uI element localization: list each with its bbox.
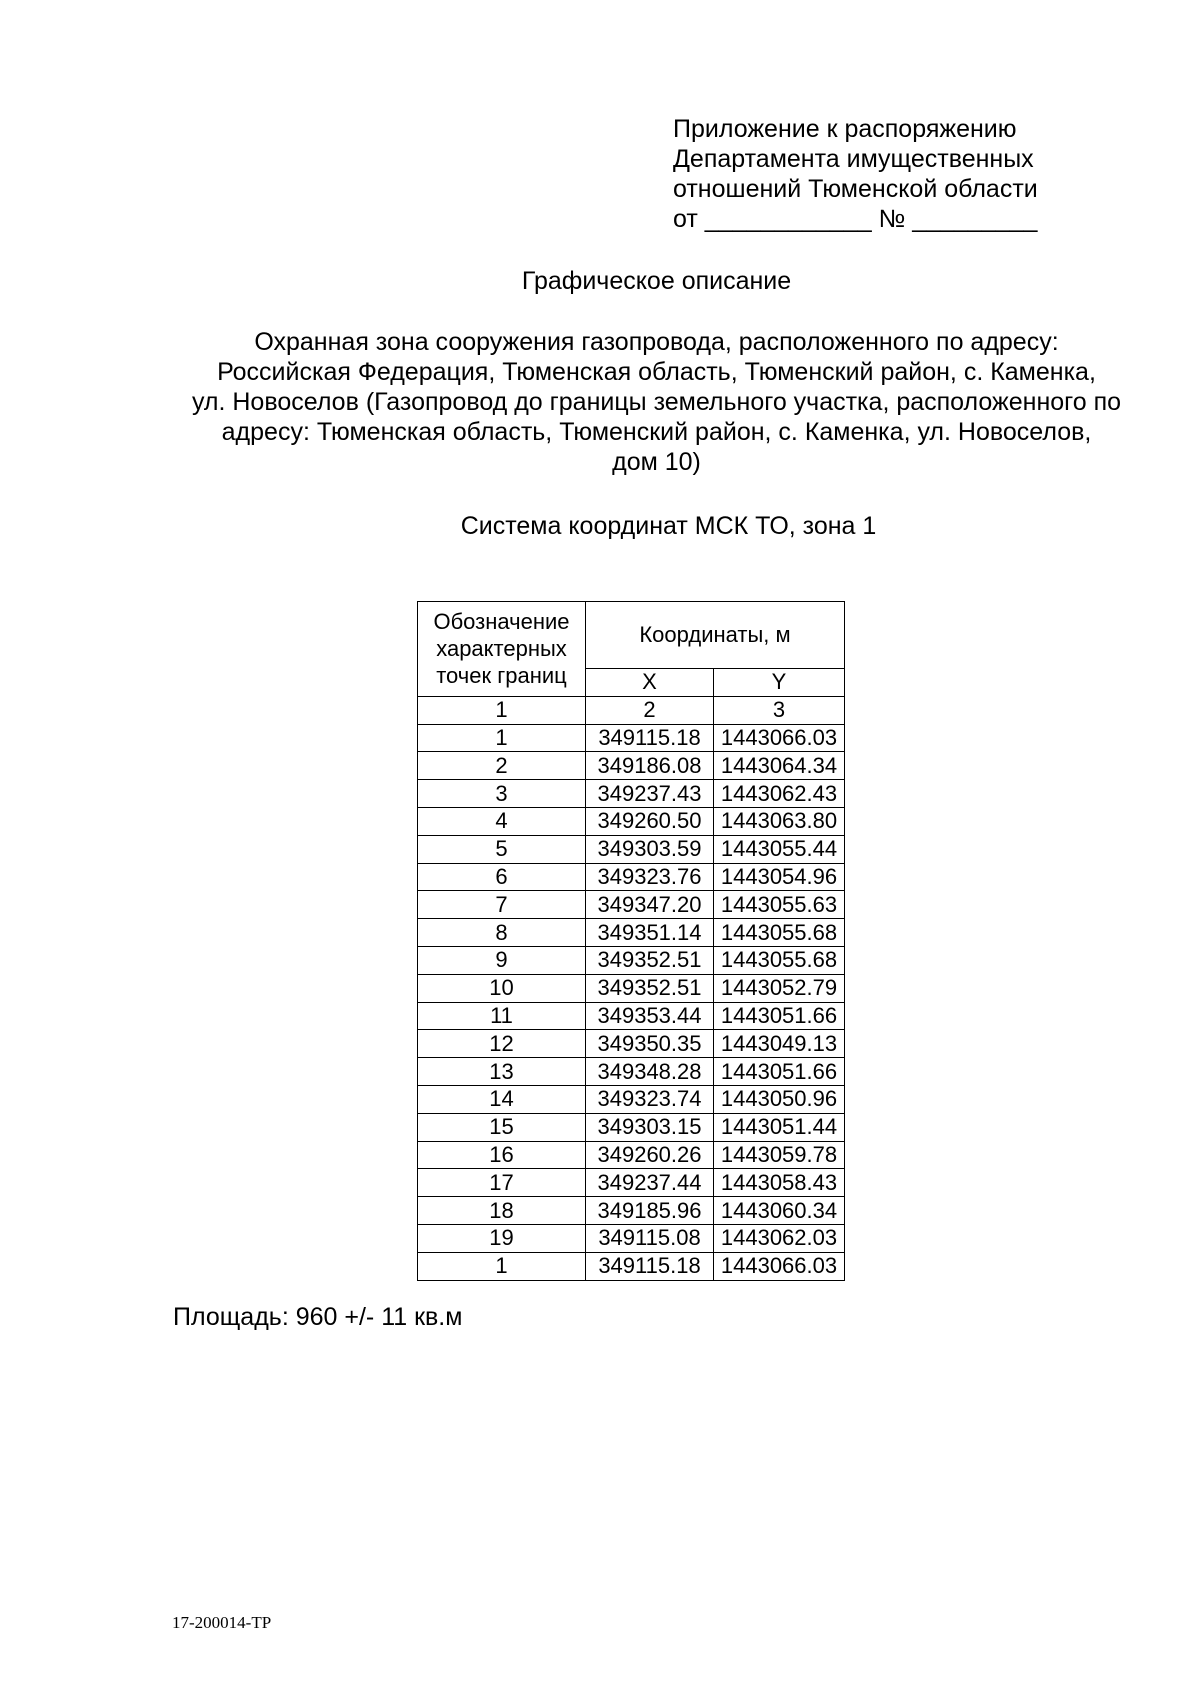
annex-line: отношений Тюменской области [673,175,1038,203]
point-number-cell: 14 [418,1085,586,1113]
x-coordinate-cell: 349260.50 [586,807,714,835]
table-header-row [418,602,845,669]
table-row [418,946,845,974]
table-row [418,1141,845,1169]
x-coordinate-cell: 349115.08 [586,1224,714,1252]
footer-document-code: 17-200014-ТР [172,1613,272,1632]
annex-line: Приложение к распоряжению [673,115,1017,143]
y-coordinate-cell: 1443064.34 [714,752,845,780]
object-description-line: дом 10) [612,448,701,476]
point-number-cell: 16 [418,1141,586,1169]
point-number-cell: 19 [418,1224,586,1252]
point-number-cell: 8 [418,919,586,947]
y-coordinate-cell: 1443058.43 [714,1169,845,1197]
area-text: Площадь: 960 +/- 11 кв.м [173,1303,463,1331]
annex-line: Департамента имущественных [673,145,1034,173]
table-row [418,752,845,780]
y-coordinate-cell: 1443059.78 [714,1141,845,1169]
point-number-cell: 1 [418,724,586,752]
column-number-row [418,696,845,724]
x-coordinate-cell: 349115.18 [586,724,714,752]
y-coordinate-cell: 1443050.96 [714,1085,845,1113]
x-coordinate-cell: 349348.28 [586,1058,714,1086]
header-y: Y [714,669,845,697]
x-coordinate-cell: 349185.96 [586,1197,714,1225]
y-coordinate-cell: 1443063.80 [714,807,845,835]
point-number-cell: 5 [418,835,586,863]
header-point-line: характерных [436,636,567,662]
x-coordinate-cell: 349186.08 [586,752,714,780]
table-row [418,891,845,919]
x-coordinate-cell: 349352.51 [586,974,714,1002]
table-row [418,1197,845,1225]
point-number-cell: 9 [418,946,586,974]
object-description-line: ул. Новоселов (Газопровод до границы земельного участка, расположенного по [191,388,1122,416]
point-number-cell: 6 [418,863,586,891]
header-point-line: Обозначение [433,609,570,635]
column-number-cell: 2 [586,696,714,724]
document-title: Графическое описание [521,267,792,295]
table-row [418,1169,845,1197]
point-number-cell: 10 [418,974,586,1002]
point-number-cell: 11 [418,1002,586,1030]
object-description-line: адресу: Тюменская область, Тюменский район, с. Каменка, ул. Новоселов, [221,418,1092,446]
header-x: X [586,669,714,697]
table-row [418,835,845,863]
table-row [418,1002,845,1030]
y-coordinate-cell: 1443052.79 [714,974,845,1002]
point-number-cell: 13 [418,1058,586,1086]
header-point-designation [418,602,586,697]
y-coordinate-cell: 1443066.03 [714,1252,845,1280]
point-number-cell: 7 [418,891,586,919]
y-coordinate-cell: 1443051.66 [714,1058,845,1086]
y-coordinate-cell: 1443060.34 [714,1197,845,1225]
y-coordinate-cell: 1443066.03 [714,724,845,752]
table-row [418,1030,845,1058]
table-row [418,919,845,947]
y-coordinate-cell: 1443051.66 [714,1002,845,1030]
x-coordinate-cell: 349323.76 [586,863,714,891]
column-number-cell: 1 [418,696,586,724]
table-row [418,1113,845,1141]
y-coordinate-cell: 1443055.44 [714,835,845,863]
x-coordinate-cell: 349351.14 [586,919,714,947]
y-coordinate-cell: 1443062.43 [714,780,845,808]
x-coordinate-cell: 349352.51 [586,946,714,974]
coordinates-table [417,601,845,1281]
table-row [418,1058,845,1086]
coordinate-system-title: Система координат МСК ТО, зона 1 [460,512,877,540]
x-coordinate-cell: 349115.18 [586,1252,714,1280]
x-coordinate-cell: 349237.44 [586,1169,714,1197]
y-coordinate-cell: 1443055.63 [714,891,845,919]
point-number-cell: 17 [418,1169,586,1197]
point-number-cell: 1 [418,1252,586,1280]
column-number-cell: 3 [714,696,845,724]
table-row [418,974,845,1002]
point-number-cell: 18 [418,1197,586,1225]
point-number-cell: 15 [418,1113,586,1141]
x-coordinate-cell: 349353.44 [586,1002,714,1030]
table-row [418,807,845,835]
x-coordinate-cell: 349323.74 [586,1085,714,1113]
x-coordinate-cell: 349303.15 [586,1113,714,1141]
object-description-line: Российская Федерация, Тюменская область, Тюменский район, с. Каменка, [217,358,1096,386]
x-coordinate-cell: 349347.20 [586,891,714,919]
x-coordinate-cell: 349303.59 [586,835,714,863]
point-number-cell: 3 [418,780,586,808]
table-row [418,780,845,808]
y-coordinate-cell: 1443055.68 [714,946,845,974]
x-coordinate-cell: 349237.43 [586,780,714,808]
header-coordinates: Координаты, м [586,602,845,669]
table-row [418,1224,845,1252]
header-point-line: точек границ [436,663,567,689]
object-description [150,327,1163,477]
annex-block [673,114,1038,234]
x-coordinate-cell: 349260.26 [586,1141,714,1169]
point-number-cell: 4 [418,807,586,835]
point-number-cell: 2 [418,752,586,780]
y-coordinate-cell: 1443055.68 [714,919,845,947]
table-row [418,863,845,891]
y-coordinate-cell: 1443049.13 [714,1030,845,1058]
table-row [418,724,845,752]
y-coordinate-cell: 1443062.03 [714,1224,845,1252]
object-description-line: Охранная зона сооружения газопровода, расположенного по адресу: [254,328,1059,356]
annex-date-number-line: от ____________ № _________ [673,205,1038,233]
table-row [418,1252,845,1280]
y-coordinate-cell: 1443051.44 [714,1113,845,1141]
point-number-cell: 12 [418,1030,586,1058]
table-row [418,1085,845,1113]
y-coordinate-cell: 1443054.96 [714,863,845,891]
x-coordinate-cell: 349350.35 [586,1030,714,1058]
